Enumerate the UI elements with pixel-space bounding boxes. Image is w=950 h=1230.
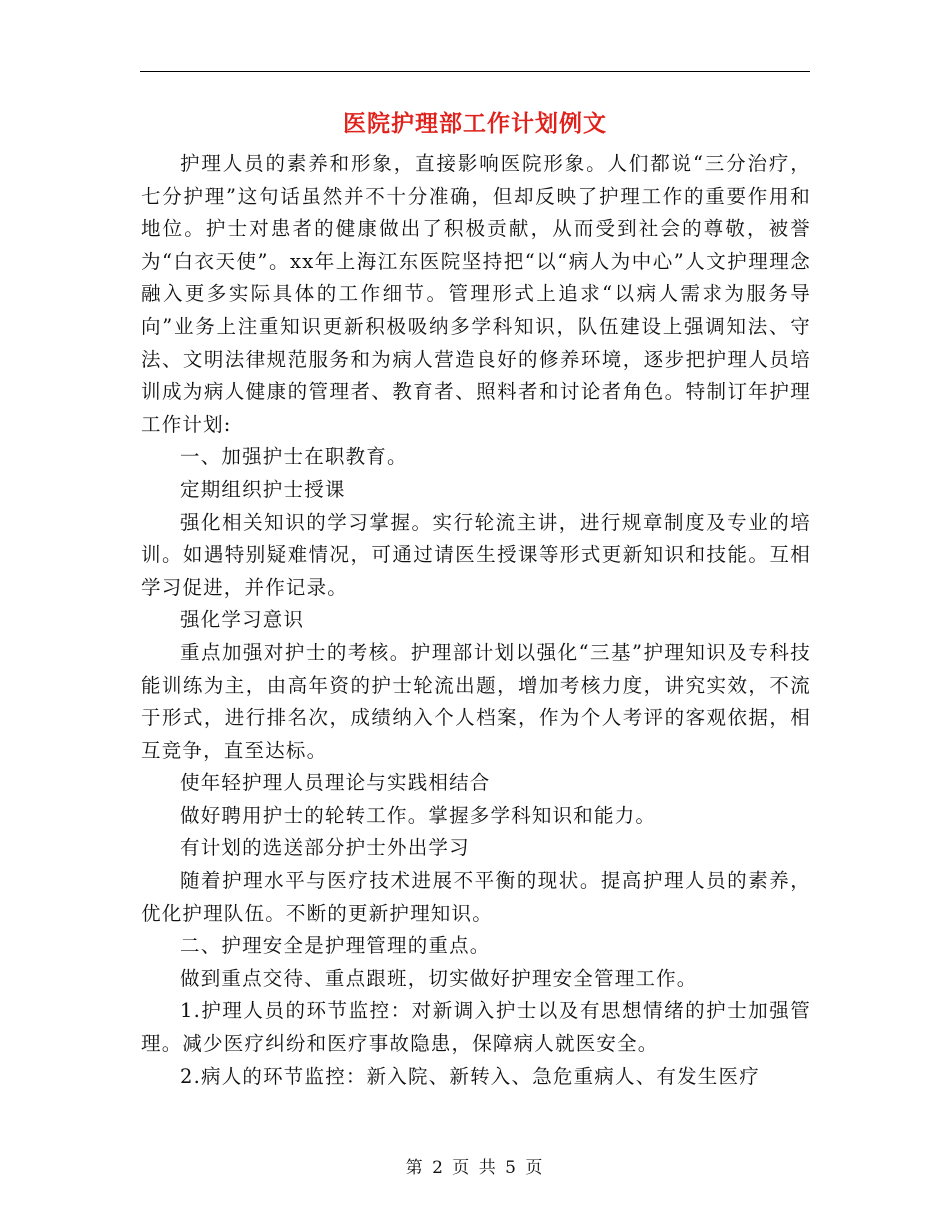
list-item: 1.护理人员的环节监控：对新调入护士以及有思想情绪的护士加强管理。减少医疗纠纷和医疗事故隐患，保障病人就医安全。 bbox=[141, 999, 811, 1056]
paragraph: 护理人员的素养和形象，直接影响医院形象。人们都说“三分治疗，七分护理”这句话虽然并不十分准确，但却反映了护理工作的重要作用和地位。护士对患者的健康做出了积极贡献，从而受到社会的尊敬，被誉为“白衣天使”。xx年上海江东医院坚持把“以“病人为中心”人文护理理念融入更多实际具体的工作细节。管理形式上追求“以病人需求为服务导向”业务上注重知识更新积极吸纳多学科知识，队伍建设上强调知法、守法、文明法律规范服务和为病人营造良好的修养环境，逐步把护理人员培训成为病人健康的管理者、教育者、照料者和讨论者角色。特制订年护理工作计划: bbox=[141, 152, 811, 436]
section-heading: 一、加强护士在职教育。 bbox=[180, 445, 408, 469]
subheading: 使年轻护理人员理论与实践相结合 bbox=[180, 771, 491, 795]
section-heading: 二、护理安全是护理管理的重点。 bbox=[180, 934, 491, 958]
subheading: 定期组织护士授课 bbox=[180, 477, 346, 501]
paragraph: 随着护理水平与医疗技术进展不平衡的现状。提高护理人员的素养，优化护理队伍。不断的更新护理知识。 bbox=[141, 869, 811, 925]
paragraph: 做好聘用护士的轮转工作。掌握多学科知识和能力。 bbox=[180, 803, 657, 827]
subheading: 有计划的选送部分护士外出学习 bbox=[180, 836, 470, 860]
document-title: 医院护理部工作计划例文 bbox=[343, 110, 607, 137]
page-number: 第 2 页 共 5 页 bbox=[405, 1158, 545, 1178]
document-body bbox=[141, 148, 811, 1093]
paragraph: 重点加强对护士的考核。护理部计划以强化“三基”护理知识及专科技能训练为主，由高年资的护士轮流出题，增加考核力度，讲究实效，不流于形式，进行排名次，成绩纳入个人档案，作为个人考评的客观依据，相互竞争，直至达标。 bbox=[141, 640, 811, 762]
paragraph: 强化相关知识的学习掌握。实行轮流主讲，进行规章制度及专业的培训。如遇特别疑难情况，可通过请医生授课等形式更新知识和技能。互相学习促进，并作记录。 bbox=[141, 510, 811, 599]
list-item: 2.病人的环节监控：新入院、新转入、急危重病人、有发生医疗 bbox=[180, 1064, 760, 1088]
paragraph: 做到重点交待、重点跟班，切实做好护理安全管理工作。 bbox=[180, 966, 698, 990]
subheading: 强化学习意识 bbox=[180, 608, 305, 632]
header-rule bbox=[140, 71, 810, 72]
